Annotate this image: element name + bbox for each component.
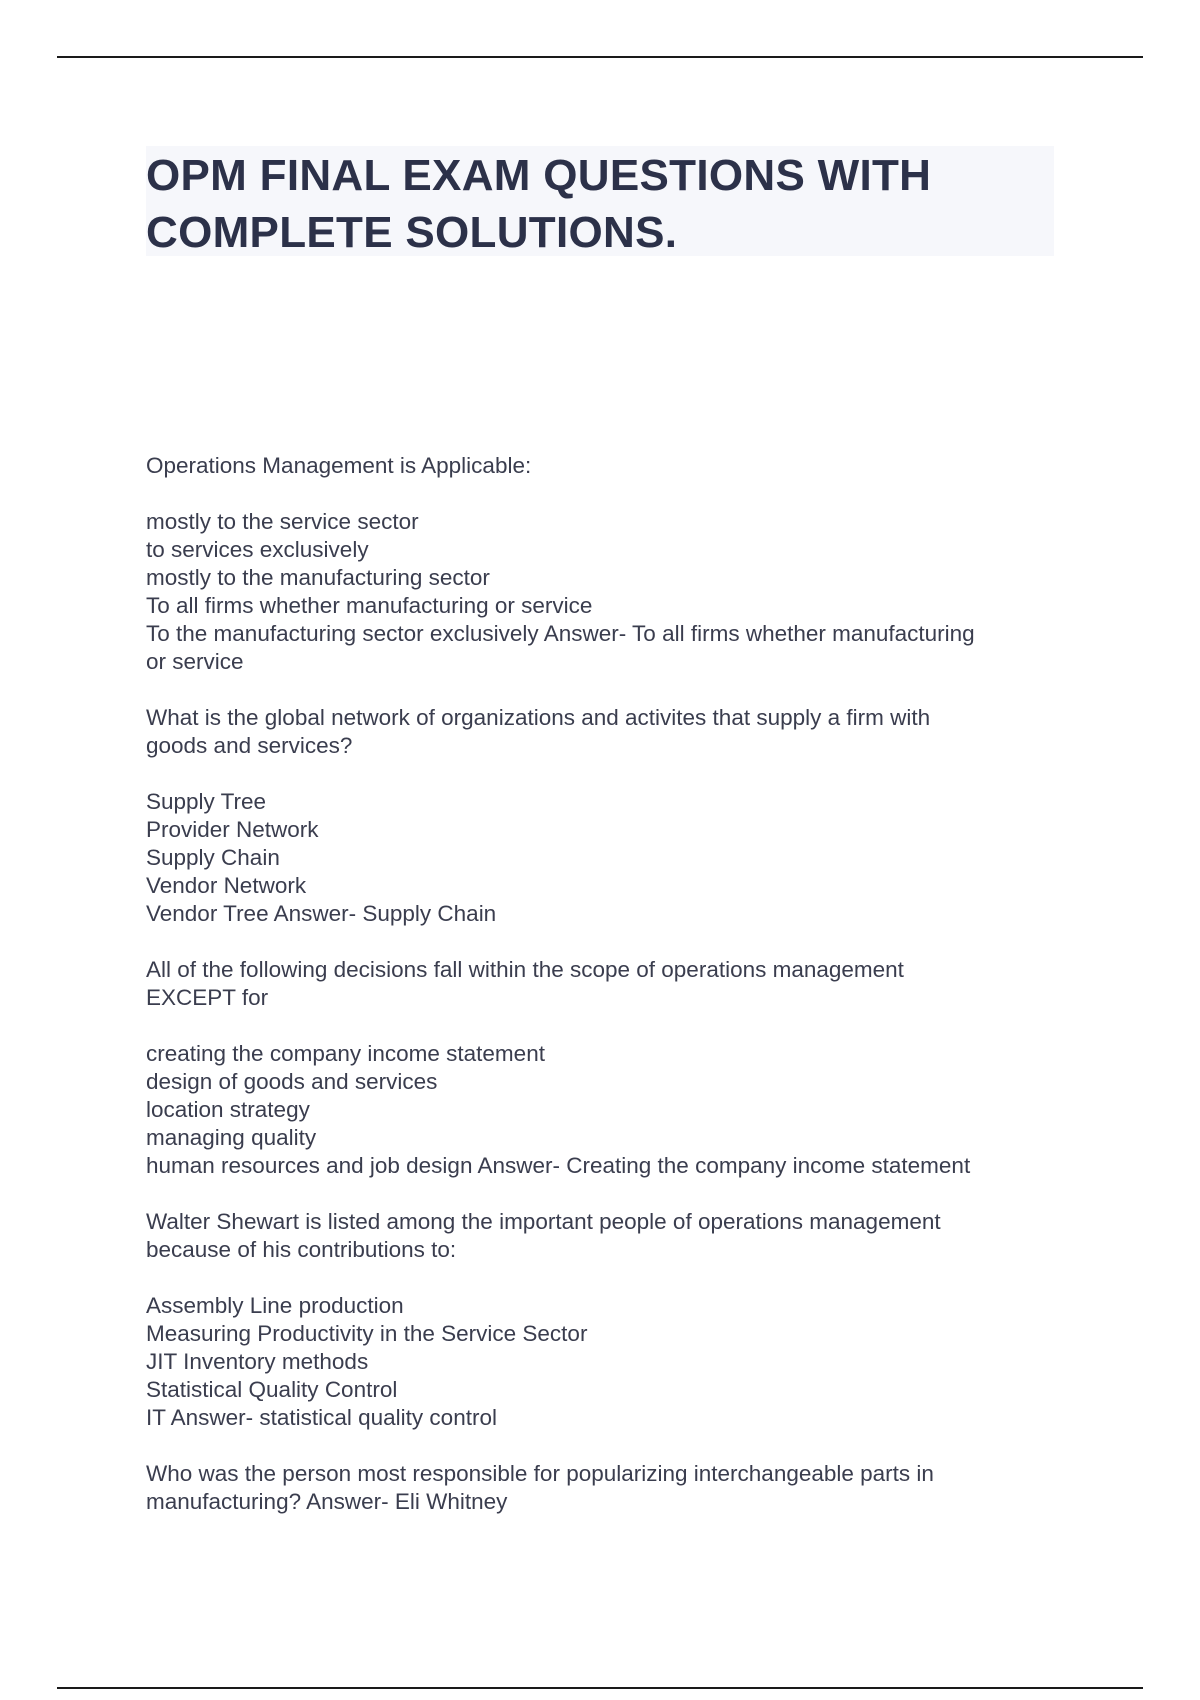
question-block: [146, 1460, 1066, 1516]
document-title-line-1: OPM FINAL EXAM QUESTIONS WITH: [146, 151, 932, 200]
answer-option: To the manufacturing sector exclusively Answer- To all firms whether manufacturing: [146, 621, 975, 646]
question-block: [146, 1208, 1066, 1432]
question-list: [146, 452, 1066, 1516]
question-prompt: Operations Management is Applicable:: [146, 453, 532, 478]
answer-option: JIT Inventory methods: [146, 1349, 369, 1374]
answer-option: mostly to the service sector: [146, 509, 419, 534]
bottom-rule: [57, 1687, 1143, 1689]
spacer: [146, 1180, 1066, 1208]
spacer: [146, 480, 1066, 508]
question-prompt: EXCEPT for: [146, 985, 269, 1010]
question-prompt: because of his contributions to:: [146, 1237, 457, 1262]
answer-option: managing quality: [146, 1125, 317, 1150]
question-prompt: manufacturing? Answer- Eli Whitney: [146, 1489, 508, 1514]
answer-option: location strategy: [146, 1097, 310, 1122]
answer-option: creating the company income statement: [146, 1041, 545, 1066]
question-block: [146, 704, 1066, 928]
document-title-line-2: COMPLETE SOLUTIONS.: [146, 208, 678, 257]
question-prompt: Who was the person most responsible for popularizing interchangeable parts in: [146, 1461, 934, 1486]
answer-option: Vendor Tree Answer- Supply Chain: [146, 901, 497, 926]
top-rule: [57, 56, 1143, 58]
answer-option: Provider Network: [146, 817, 319, 842]
answer-option: Supply Tree: [146, 789, 267, 814]
question-block: [146, 452, 1066, 676]
answer-option: Assembly Line production: [146, 1293, 404, 1318]
answer-option: to services exclusively: [146, 537, 369, 562]
spacer: [146, 1264, 1066, 1292]
spacer: [146, 928, 1066, 956]
question-prompt: All of the following decisions fall within the scope of operations management: [146, 957, 904, 982]
spacer: [146, 676, 1066, 704]
answer-option: human resources and job design Answer- Creating the company income statement: [146, 1153, 971, 1178]
answer-option: Statistical Quality Control: [146, 1377, 398, 1402]
answer-option: Measuring Productivity in the Service Sector: [146, 1321, 588, 1346]
answer-option: mostly to the manufacturing sector: [146, 565, 490, 590]
answer-option: To all firms whether manufacturing or service: [146, 593, 593, 618]
answer-option: or service: [146, 649, 244, 674]
answer-option: IT Answer- statistical quality control: [146, 1405, 497, 1430]
question-prompt: Walter Shewart is listed among the important people of operations management: [146, 1209, 941, 1234]
answer-option: design of goods and services: [146, 1069, 438, 1094]
spacer: [146, 760, 1066, 788]
answer-option: Vendor Network: [146, 873, 307, 898]
spacer: [146, 1432, 1066, 1460]
question-block: [146, 956, 1066, 1180]
question-prompt: goods and services?: [146, 733, 353, 758]
spacer: [146, 1012, 1066, 1040]
answer-option: Supply Chain: [146, 845, 280, 870]
question-prompt: What is the global network of organizations and activites that supply a firm with: [146, 705, 931, 730]
